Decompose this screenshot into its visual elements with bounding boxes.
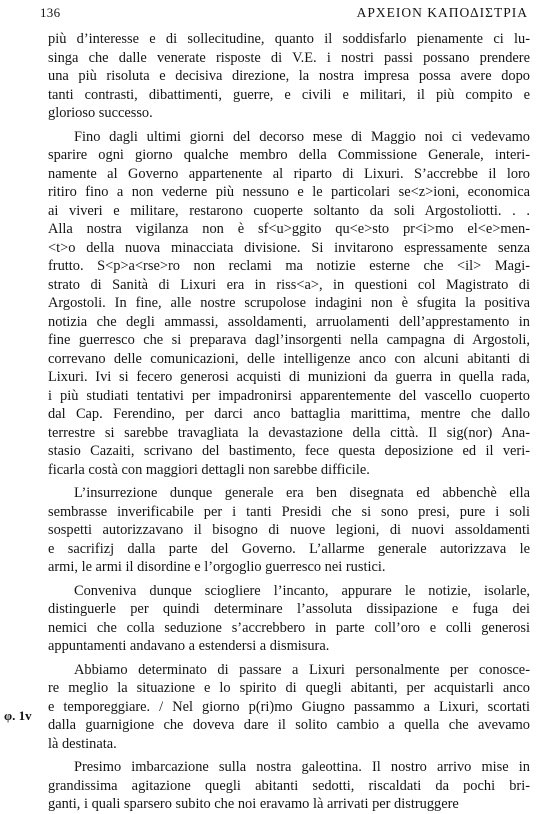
page-number: 136 xyxy=(40,5,61,20)
text-line: ai viveri e militare, restarono cuoperte soltanto da soli Argostoliotti. . . xyxy=(48,202,530,219)
paragraph xyxy=(48,661,530,754)
text-line: namente al Governo appartenente al riparto di Lixuri. S’accrebbe il loro xyxy=(48,165,530,182)
paragraph xyxy=(48,582,530,656)
text-line: fine guerresco che si preparava dagl’insorgenti nella campagna di Argostoli, xyxy=(48,332,530,348)
page-header xyxy=(40,5,528,27)
text-line: <t>o della nuova minacciata divisione. Si invitarono espressamente senza xyxy=(48,239,530,256)
text-line: Lixuri. Ivi si fecero generosi acquisti di munizioni da guerra in quella rada, xyxy=(48,369,530,385)
text-line: ritiro fino a non vederne più nessuno e le particolari se<z>ioni, economica xyxy=(48,184,530,200)
paragraph xyxy=(48,758,530,814)
text-line: Abbiamo determinato di passare a Lixuri personalmente per conosce- xyxy=(74,661,530,678)
text-line: glorioso successo. xyxy=(48,105,153,121)
body-text xyxy=(48,30,530,814)
text-line: una più risoluta e decisiva direzione, la nostra impresa possa avere dopo xyxy=(48,68,530,84)
text-line: stasio Cazaiti, scrivano del bastimento, fece questa deposizione ed il veri- xyxy=(48,443,530,459)
text-line: e sacrifizj dalla parte del Governo. L’allarme generale autorizzava le xyxy=(48,540,530,557)
folio-margin-note: φ. 1v xyxy=(4,708,32,723)
text-line: frutto. S<p>a<rse>ro non reclami ma notizie esterne che <il> Magi- xyxy=(48,258,530,274)
text-line: nemici che colla seduzione s’accrebbero in parte coll’oro e colli generosi xyxy=(48,619,530,636)
running-title: ΑΡΧΕΙΟΝ ΚΑΠΟΔΙΣΤΡΙΑ xyxy=(356,5,528,20)
text-line: singa che dalle venerate risposte di V.E. i nostri passi possano prendere xyxy=(48,49,530,66)
text-line: più d’interesse e di sollecitudine, quanto il soddisfarlo pienamente ci lu- xyxy=(48,31,530,47)
text-line: grandissima agitazione quegli abitanti sedotti, riscaldati da pochi bri- xyxy=(48,777,530,794)
text-line: sospetti autorizzavano il bisogno di nuove legioni, di nuovi assoldamenti xyxy=(48,522,530,538)
text-line: Conveniva dunque sciogliere l’incanto, appurare le notizie, isolarle, xyxy=(74,582,530,599)
text-line: re meglio la situazione e lo spirito di quegli abitanti, per acquistarli anco xyxy=(48,680,530,696)
text-line: L’insurrezione dunque generale era ben disegnata ed abbenchè ella xyxy=(74,485,530,501)
text-line: Argostoli. In fine, alle nostre scrupolose indagini non è sfugita la positiva xyxy=(48,295,530,311)
paragraph xyxy=(48,30,530,123)
text-line: tanti contrasti, dibattimenti, guerre, e civili e militari, il più compito e xyxy=(48,86,530,103)
paragraph xyxy=(48,128,530,480)
text-line: distinguerle per quindi determinare l’assoluta dissipazione e fuga dei xyxy=(48,601,530,617)
text-line: dal Cap. Ferendino, per darci anco battaglia marittima, mentre che dallo xyxy=(48,406,530,422)
text-line: i più studiati tentativi per impadronirsi apparentemente del vascello cuoperto xyxy=(48,387,530,404)
text-line: armi, le armi il disordine e l’orgoglio guerresco nei rustici. xyxy=(48,559,386,575)
text-line: e temporeggiare. / Nel giorno p(ri)mo Giugno passammo a Lixuri, scortati xyxy=(48,698,530,715)
text-line: Presimo imbarcazione sulla nostra galeottina. Il nostro arrivo mise in xyxy=(74,759,530,775)
text-line: ficarla costà con maggiori dettagli non sarebbe difficile. xyxy=(48,461,370,478)
text-line: dalla guarnigione che doveva dare il solito cambio a quella che avevamo xyxy=(48,717,530,733)
text-line: appuntamenti andavano a estendersi a dismisura. xyxy=(48,638,330,654)
paragraph xyxy=(48,484,530,577)
text-line: strato di Sanità di Lixuri era in riss<a>, in questioni col Magistrato di xyxy=(48,276,530,293)
text-line: terrestre si sarebbe travagliata la devastazione della città. Il sig(nor) Ana- xyxy=(48,424,530,441)
text-line: là destinata. xyxy=(48,735,117,752)
text-line: Fino dagli ultimi giorni del decorso mese di Maggio noi ci vedevamo xyxy=(74,128,530,145)
text-line: sembrasse inverificabile per i tanti Presidi che si sono presi, pure i soli xyxy=(48,503,530,520)
text-line: sparire ogni giorno qualche membro della Commissione Generale, interi- xyxy=(48,147,530,163)
text-line: ganti, i quali sparsero subito che noi eravamo là arrivati per distruggere xyxy=(48,796,459,812)
text-line: Alla nostra vigilanza non è sf<u>ggito qu<e>sto pr<i>mo el<e>men- xyxy=(48,221,530,237)
text-line: notizia che degli ammassi, assoldamenti, arruolamenti dell’apprestamento in xyxy=(48,313,530,330)
text-line: correvano delle comunicazioni, delle intelligenze anco con alcuni abitanti di xyxy=(48,350,530,367)
